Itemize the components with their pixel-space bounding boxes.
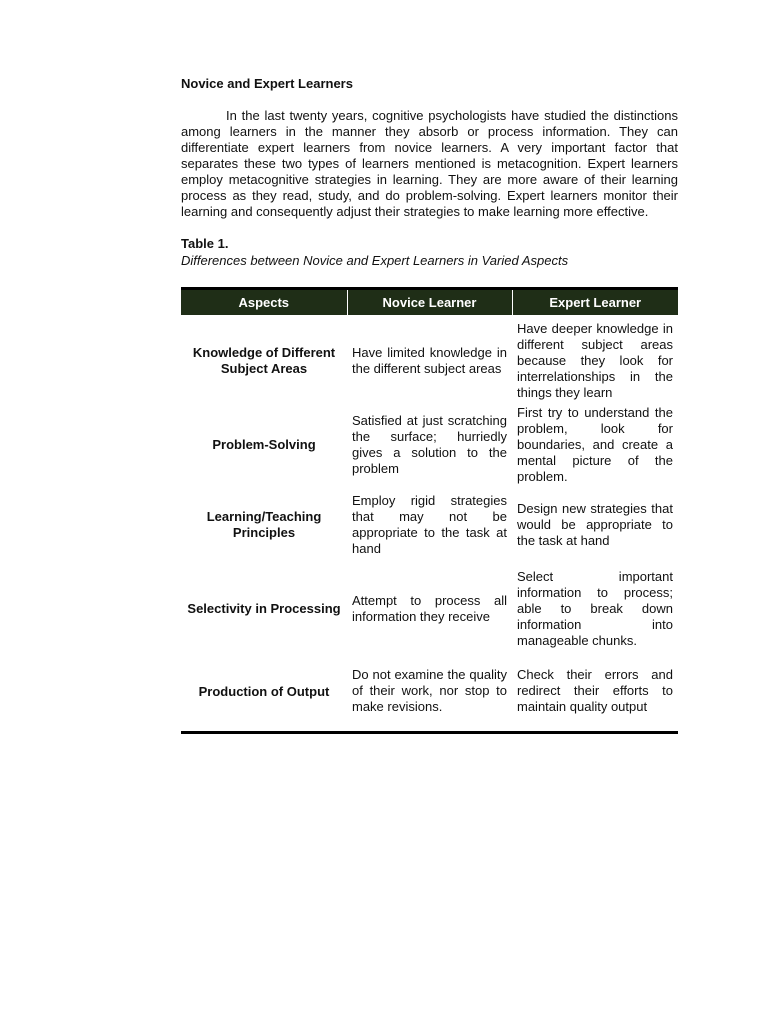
table-row (181, 563, 678, 655)
novice-cell: Have limited knowledge in the different subject areas (352, 345, 507, 376)
table-row (181, 403, 678, 487)
document-page (181, 70, 678, 734)
table-row (181, 315, 678, 403)
aspect-cell: Production of Output (198, 684, 330, 699)
aspect-cell: Problem-Solving (212, 437, 316, 452)
table-row (181, 655, 678, 727)
table-row (181, 487, 678, 563)
expert-cell: First try to understand the problem, look for boundaries, and create a mental picture of the problem. (517, 405, 673, 484)
table-label: Table 1. (181, 236, 229, 251)
expert-cell: Check their errors and redirect their efforts to maintain quality output (517, 667, 673, 714)
intro-paragraph: In the last twenty years, cognitive psychologists have studied the distinctions among learners in the manner they absorb or process information. They can differentiate expert learners from novice learners. A very important factor that separates these two types of learners mentioned is metacognition. Expert learners employ metacognitive strategies in learning. They are more aware of their learning process as they read, study, and do problem-solving. Expert learners monitor their learning and consequently adjust their strategies to make learning more effective. (181, 108, 678, 219)
comparison-table (181, 287, 678, 727)
header-novice-learner: Novice Learner (347, 289, 512, 316)
aspect-cell: Selectivity in Processing (187, 601, 341, 616)
document-title: Novice and Expert Learners (181, 76, 353, 91)
novice-cell: Attempt to process all information they receive (352, 593, 507, 624)
header-expert-learner: Expert Learner (512, 289, 678, 316)
novice-cell: Satisfied at just scratching the surface; hurriedly gives a solution to the problem (352, 413, 507, 476)
expert-cell: Select important information to process; able to break down information into manageable chunks. (517, 569, 673, 648)
aspect-cell: Knowledge of Different Subject Areas (192, 345, 336, 376)
table-caption: Differences between Novice and Expert Learners in Varied Aspects (181, 253, 569, 268)
novice-cell: Do not examine the quality of their work, nor stop to make revisions. (352, 667, 507, 714)
novice-cell: Employ rigid strategies that may not be appropriate to the task at hand (352, 493, 507, 556)
table-header-row (181, 289, 678, 316)
expert-cell: Design new strategies that would be appropriate to the task at hand (517, 501, 673, 548)
expert-cell: Have deeper knowledge in different subject areas because they look for interrelationships in the things they learn (517, 321, 673, 400)
header-aspects: Aspects (181, 289, 347, 316)
aspect-cell: Learning/Teaching Principles (206, 509, 322, 540)
table-bottom-rule (181, 731, 678, 734)
